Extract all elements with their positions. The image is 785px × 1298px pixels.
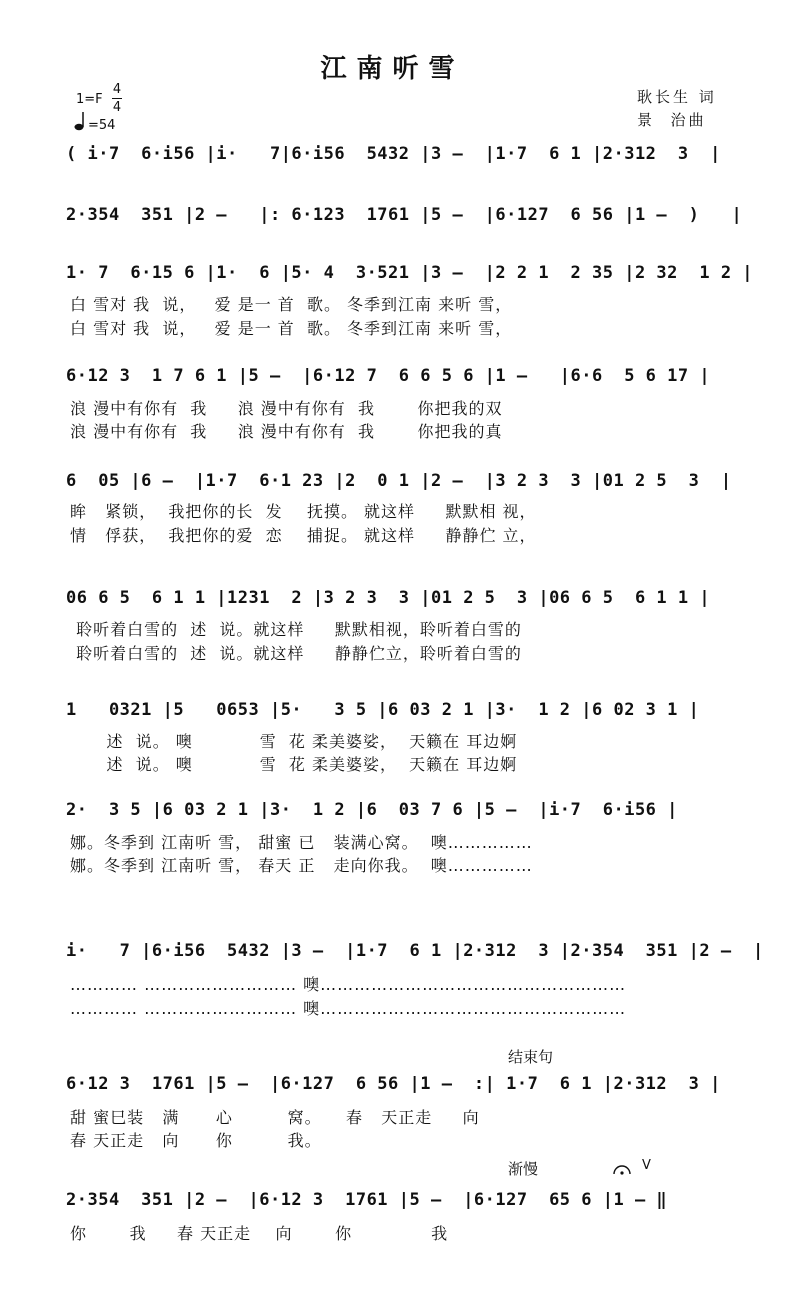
- notation-system-1: ( i·7 6·i56 |i· 7|6·i56 5432 |3 – |1·7 6 1 |2·312 3 |: [66, 144, 721, 164]
- quarter-note-icon: [74, 110, 88, 132]
- time-signature-bottom: 4: [112, 100, 122, 115]
- lyric-verse-2: 春 天正走 向 你 我。: [70, 1131, 322, 1150]
- notation-system-6: 06 6 5 6 1 1 |1231 2 |3 2 3 3 |01 2 5 3 |06 6 5 6 1 1 |: [66, 588, 711, 608]
- notation-system-2: 2·354 351 |2 – |: 6·123 1761 |5 – |6·127 6 56 |1 – ) |: [66, 205, 743, 225]
- time-signature-top: 4: [112, 82, 122, 97]
- lyric-verse-1: 聆听着白雪的 述 说。就这样 默默相视，聆听着白雪的: [70, 620, 522, 639]
- lyric-verse-2: 浪 漫中有你有 我 浪 漫中有你有 我 你把我的真: [70, 422, 503, 441]
- notation-system-9: i· 7 |6·i56 5432 |3 – |1·7 6 1 |2·312 3 |2·354 351 |2 – |: [66, 941, 764, 961]
- key-signature: 1=F: [76, 92, 103, 107]
- notation-system-7: 1 0321 |5 0653 |5· 3 5 |6 03 2 1 |3· 1 2 |6 02 3 1 |: [66, 700, 700, 720]
- notation-system-3: 1· 7 6·15 6 |1· 6 |5· 4 3·521 |3 – |2 2 1 2 35 |2 32 1 2 |: [66, 263, 754, 283]
- lyric-verse-2: ………… ……………………… 噢………………………………………………: [70, 999, 627, 1018]
- lyric-verse-1: 你 我 春 天正走 向 你 我: [70, 1224, 449, 1243]
- lyric-verse-2: 聆听着白雪的 述 说。就这样 静静伫立，聆听着白雪的: [70, 644, 522, 663]
- ending-phrase-label: 结束句: [508, 1048, 554, 1066]
- notation-system-4: 6·12 3 1 7 6 1 |5 – |6·12 7 6 6 5 6 |1 – |6·6 5 6 17 |: [66, 366, 711, 386]
- song-title: 江南听雪: [320, 54, 465, 84]
- lyric-verse-1: 浪 漫中有你有 我 浪 漫中有你有 我 你把我的双: [70, 399, 503, 418]
- notation-system-11: 2·354 351 |2 – |6·12 3 1761 |5 – |6·127 65 6 |1 – ‖: [66, 1190, 668, 1210]
- lyric-verse-2: 白 雪对 我 说， 爱 是一 首 歌。 冬季到江南 来听 雪，: [70, 319, 513, 338]
- lyric-verse-1: ………… ……………………… 噢………………………………………………: [70, 975, 627, 994]
- notation-system-5: 6 05 |6 – |1·7 6·1 23 |2 0 1 |2 – |3 2 3 3 |01 2 5 3 |: [66, 471, 732, 491]
- lyric-verse-1: 白 雪对 我 说， 爱 是一 首 歌。 冬季到江南 来听 雪，: [70, 295, 513, 314]
- lyric-verse-1: 娜。冬季到 江南听 雪， 甜蜜 已 装满心窝。 噢……………: [70, 833, 533, 852]
- tempo-marking: =54: [88, 118, 116, 133]
- lyric-verse-2: 述 说。 噢 雪 花 柔美婆娑， 天籁在 耳边婀: [70, 755, 518, 774]
- composer-credit: 景 治曲: [637, 111, 707, 129]
- fermata-icon: [612, 1160, 632, 1178]
- ritardando-label: 渐慢: [508, 1160, 539, 1178]
- breath-mark: V: [642, 1158, 651, 1173]
- lyric-verse-2: 娜。冬季到 江南听 雪， 春天 正 走向你我。 噢……………: [70, 856, 533, 875]
- notation-system-10: 6·12 3 1761 |5 – |6·127 6 56 |1 – :| 1·7 6 1 |2·312 3 |: [66, 1074, 721, 1094]
- lyric-verse-1: 眸 紧锁， 我把你的长 发 抚摸。 就这样 默默相 视，: [70, 502, 537, 521]
- lyricist-credit: 耿长生 词: [637, 88, 717, 106]
- lyric-verse-1: 述 说。 噢 雪 花 柔美婆娑， 天籁在 耳边婀: [70, 732, 518, 751]
- time-signature-divider: [112, 98, 122, 99]
- lyric-verse-1: 甜 蜜巳装 满 心 窝。 春 天正走 向: [70, 1108, 480, 1127]
- notation-system-8: 2· 3 5 |6 03 2 1 |3· 1 2 |6 03 7 6 |5 – |i·7 6·i56 |: [66, 800, 678, 820]
- lyric-verse-2: 情 俘获， 我把你的爱 恋 捕捉。 就这样 静静伫 立，: [70, 526, 537, 545]
